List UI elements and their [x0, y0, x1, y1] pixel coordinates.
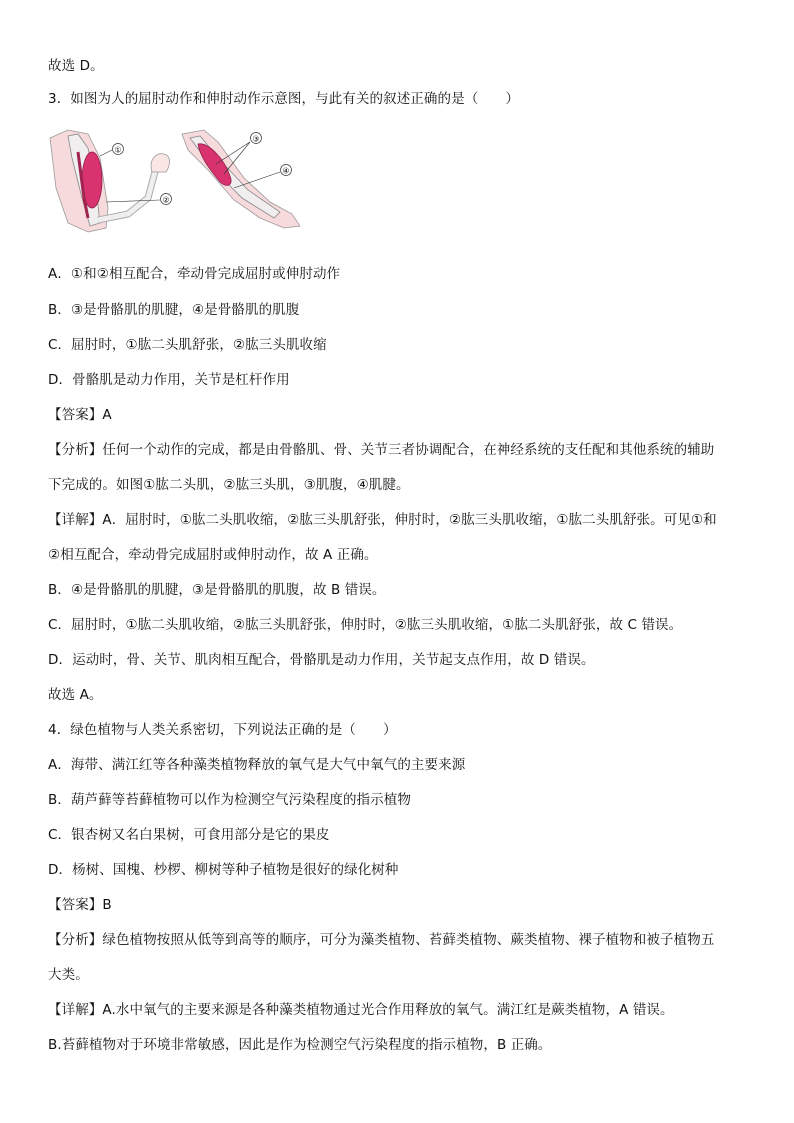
q3-answer: 【答案】A	[48, 407, 112, 423]
q3-option-d: D．骨骼肌是动力作用，关节是杠杆作用	[48, 372, 290, 388]
q3-option-b: B．③是骨骼肌的肌腱，④是骨骼肌的肌腹	[48, 302, 300, 318]
question-3-stem: 3．如图为人的屈肘动作和伸肘动作示意图，与此有关的叙述正确的是（ ）	[48, 91, 520, 107]
q3-detail-line-2: ②相互配合，牵动骨完成屈肘或伸肘动作，故 A 正确。	[48, 547, 378, 563]
flexed-arm	[50, 130, 172, 232]
q3-detail-d: D．运动时，骨、关节、肌肉相互配合，骨骼肌是动力作用，关节起支点作用，故 D 错误。	[48, 652, 595, 668]
extended-arm	[182, 130, 300, 228]
q3-detail-line-1: 【详解】A．屈肘时，①肱二头肌收缩，②肱三头肌舒张，伸肘时，②肱三头肌收缩，①肱二头肌舒张。可见①和	[48, 512, 717, 528]
q3-conclusion: 故选 A。	[48, 687, 103, 703]
q4-detail-b: B.苔藓植物对于环境非常敏感，因此是作为检测空气污染程度的指示植物，B 正确。	[48, 1037, 552, 1053]
question-4-stem: 4．绿色植物与人类关系密切，下列说法正确的是（ ）	[48, 722, 397, 738]
q3-analysis-line-1: 【分析】任何一个动作的完成，都是由骨骼肌、骨、关节三者协调配合，在神经系统的支任配和其他系统的辅助	[48, 442, 715, 458]
q4-option-a: A．海带、满江红等各种藻类植物释放的氧气是大气中氧气的主要来源	[48, 757, 466, 773]
label-2: ②	[162, 195, 170, 205]
arm-flexion-extension-figure	[48, 128, 308, 238]
label-3: ③	[252, 134, 260, 144]
label-4: ④	[282, 166, 290, 176]
q4-answer: 【答案】B	[48, 897, 112, 913]
q4-option-d: D．杨树、国槐、杪椤、柳树等种子植物是很好的绿化树种	[48, 862, 399, 878]
q3-option-a: A．①和②相互配合，牵动骨完成屈肘或伸肘动作	[48, 266, 341, 282]
q4-option-b: B．葫芦藓等苔藓植物可以作为检测空气污染程度的指示植物	[48, 792, 411, 808]
q3-analysis-line-2: 下完成的。如图①肱二头肌，②肱三头肌，③肌腹，④肌腱。	[48, 477, 410, 493]
q3-option-c: C．屈肘时，①肱二头肌舒张，②肱三头肌收缩	[48, 337, 327, 353]
q3-detail-c: C．屈肘时，①肱二头肌收缩，②肱三头肌舒张，伸肘时，②肱三头肌收缩，①肱二头肌舒张，故 C 错误。	[48, 617, 683, 633]
text-line: 故选 D。	[48, 58, 104, 74]
label-1: ①	[114, 145, 122, 155]
q4-detail-a: 【详解】A.水中氧气的主要来源是各种藻类植物通过光合作用释放的氧气。满江红是蕨类植物，A 错误。	[48, 1002, 674, 1018]
arm-diagram-svg	[48, 128, 308, 238]
q4-analysis-line-2: 大类。	[48, 967, 89, 983]
q4-analysis-line-1: 【分析】绿色植物按照从低等到高等的顺序，可分为藻类植物、苔藓类植物、蕨类植物、裸子植物和被子植物五	[48, 932, 715, 948]
q3-detail-b: B．④是骨骼肌的肌腱，③是骨骼肌的肌腹，故 B 错误。	[48, 582, 386, 598]
q4-option-c: C．银杏树又名白果树，可食用部分是它的果皮	[48, 827, 330, 843]
